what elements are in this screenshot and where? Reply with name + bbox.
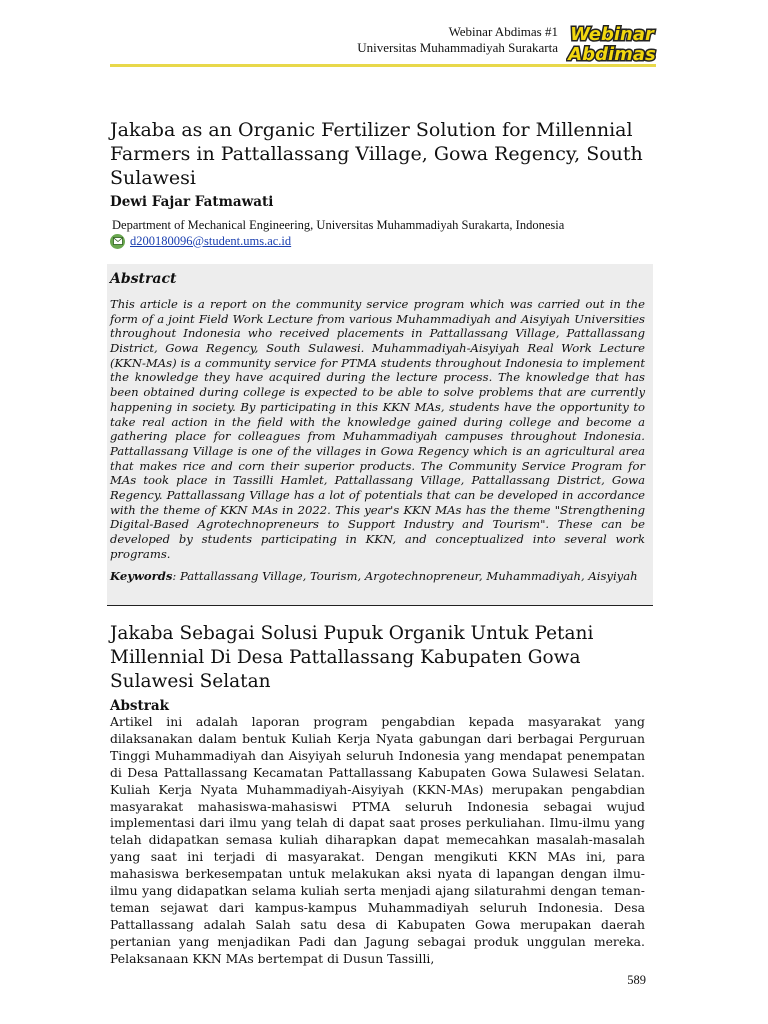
logo-text-top: Webinar <box>570 24 654 45</box>
keywords <box>110 569 645 584</box>
abstract-body: This article is a report on the community service program which was carried out in the form of a joint Field Work Lecture from various Muhammadiyah and Aisyiyah Universities throughout Indonesia who received placements in Pattallassang Village, Pattallassang District, Gowa Regency, South Sulawesi. Muhammadiyah-Aisyiyah Real Work Lecture (KKN-MAs) is a community service for PTMA students throughout Indonesia to implement the knowledge they have acquired during the lecture process. The knowledge that has been obtained during college is expected to be able to solve problems that are currently happening in society. By participating in this KKN MAs, students have the opportunity to take real action in the field with the knowledge gained during college and become a gathering place for colleagues from Muhammadiyah campuses throughout Indonesia. Pattallassang Village is one of the villages in Gowa Regency which is an agricultural area that makes rice and corn their superior products. The Community Service Program for MAs took place in Tassilli Hamlet, Pattallassang Village, Pattallassang District, Gowa Regency. Pattallassang Village has a lot of potentials that can be developed in accordance with the theme of KKN MAs in 2022. This year's KKN MAs has the theme "Strengthening Digital-Based Agrotechnopreneurs to Support Industry and Tourism". These can be developed by students participating in KKN, and conceptualized into several work programs. <box>110 297 645 561</box>
abstract-rule <box>107 605 653 606</box>
envelope-icon <box>110 234 125 249</box>
indonesian-title: Jakaba Sebagai Solusi Pupuk Organik Untuk Petani Millennial Di Desa Pattallassang Kabupaten Gowa Sulawesi Selatan <box>110 623 594 692</box>
running-header <box>158 24 558 56</box>
abstrak-heading: Abstrak <box>110 698 169 714</box>
keywords-label: Keywords <box>110 569 173 583</box>
author-email-link[interactable]: d200180096@student.ums.ac.id <box>130 233 292 248</box>
author-name: Dewi Fajar Fatmawati <box>110 194 274 210</box>
logo-text-bottom: Abdimas <box>568 44 656 64</box>
paper-title: Jakaba as an Organic Fertilizer Solution for Millennial Farmers in Pattallassang Village, Gowa Regency, South Sulawesi <box>110 119 643 189</box>
header-rule <box>110 64 656 67</box>
webinar-abdimas-logo <box>566 22 658 64</box>
header-university: Universitas Muhammadiyah Surakarta <box>357 40 558 55</box>
affiliation: Department of Mechanical Engineering, Universitas Muhammadiyah Surakarta, Indonesia <box>112 218 565 232</box>
keywords-list: : Pattallassang Village, Tourism, Argotechnopreneur, Muhammadiyah, Aisyiyah <box>172 569 638 583</box>
abstract-heading: Abstract <box>110 271 177 287</box>
email-row <box>110 233 291 249</box>
abstrak-body: Artikel ini adalah laporan program pengabdian kepada masyarakat yang dilaksanakan dalam bentuk Kuliah Kerja Nyata gabungan dari berbagai Perguruan Tinggi Muhammadiyah dan Aisyiyah seluruh Indonesia yang mendapat penempatan di Desa Pattallassang Kecamatan Pattallassang Kabupaten Gowa Sulawesi Selatan. Kuliah Kerja Nyata Muhammadiyah-Aisyiyah (KKN-MAs) merupakan pengabdian masyarakat mahasiswa-mahasiswi PTMA seluruh Indonesia sebagai wujud implementasi dari ilmu yang telah di dapat saat proses perkuliahan. Ilmu-ilmu yang telah didapatkan semasa kuliah diharapkan dapat memecahkan masalah-masalah yang saat ini terjadi di masyarakat. Dengan mengikuti KKN MAs ini, para mahasiswa berkesempatan untuk melakukan aksi nyata di lapangan dengan ilmu-ilmu yang didapatkan selama kuliah serta menjadi ajang silaturahmi dengan teman-teman sejawat dari kampus-kampus Muhammadiyah seluruh Indonesia. Desa Pattallassang adalah Salah satu desa di Kabupaten Gowa merupakan daerah pertanian yang menjadikan Padi dan Jagung sebagai produk unggulan mereka. Pelaksanaan KKN MAs bertempat di Dusun Tassilli, <box>110 714 645 966</box>
header-event: Webinar Abdimas #1 <box>448 24 558 39</box>
page-number: 589 <box>627 973 646 987</box>
